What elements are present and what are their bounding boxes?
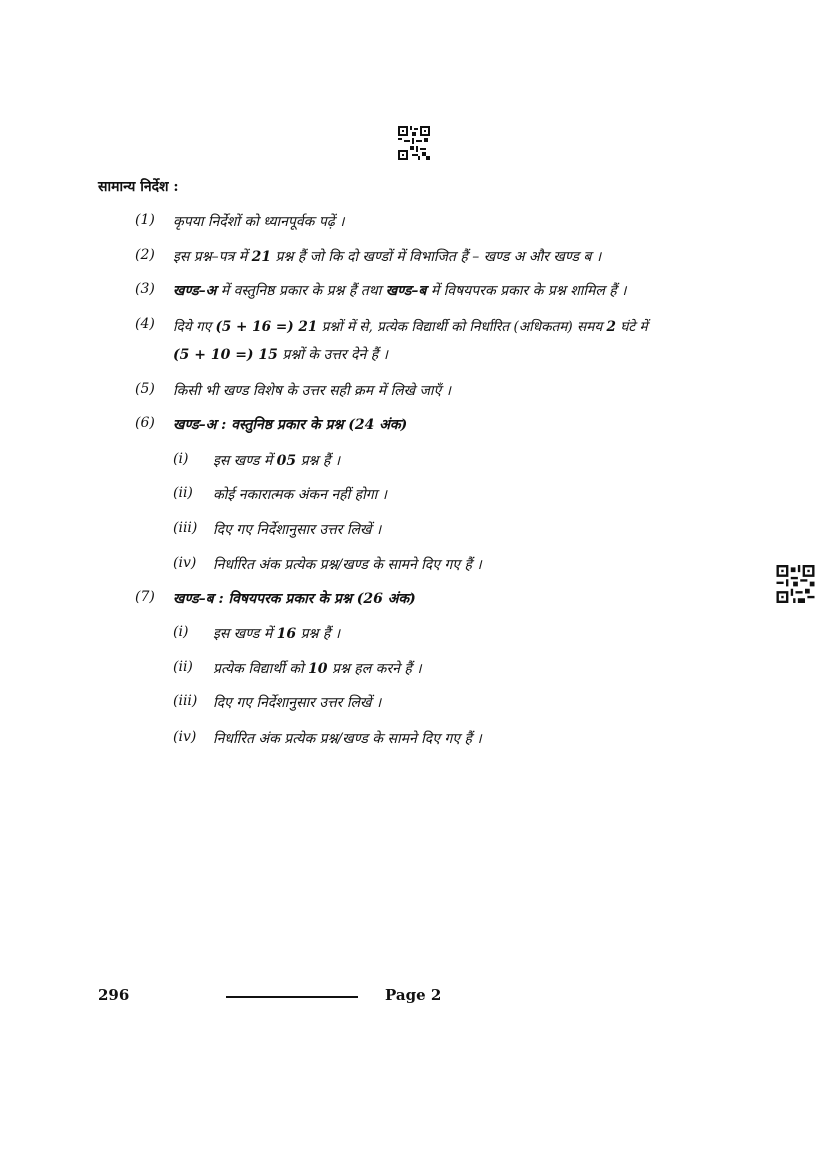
general-instructions-heading: सामान्य निर्देश :	[98, 179, 179, 195]
item-2-text-c: प्रश्न हैं जो कि दो खण्डों में विभाजित हैं – खण्ड अ और खण्ड ब ।	[271, 249, 602, 265]
item-7-sub-4-text: निर्धारित अंक प्रत्येक प्रश्न/खण्ड के सामने दिए गए हैं ।	[213, 731, 482, 747]
item-7-sub-1-count: 16	[276, 626, 297, 642]
item-7-sub-1-text	[213, 624, 340, 643]
item-7-sub-1-a: इस खण्ड में	[213, 626, 277, 642]
item-1-number: (1)	[135, 212, 155, 228]
item-1-text: कृपया निर्देशों को ध्यानपूर्वक पढ़ें ।	[173, 214, 345, 230]
item-2-text	[173, 247, 601, 266]
item-6-sub-2-number: (ii)	[173, 485, 193, 501]
item-4-line2-a: (5 + 10 =) 15	[173, 347, 278, 363]
item-6-sub-1-count: 05	[276, 453, 297, 469]
item-7-section-b-title: खण्ड–ब : विषयपरक प्रकार के प्रश्न (26 अंक)	[173, 591, 416, 607]
item-3-text	[173, 281, 626, 300]
item-7-sub-2-count: 10	[308, 661, 328, 677]
item-2-count: 21	[251, 249, 272, 265]
item-7-sub-4-number: (iv)	[173, 729, 197, 745]
footer-divider	[226, 996, 358, 998]
page-number: Page 2	[385, 986, 442, 1004]
item-6-sub-4-text: निर्धारित अंक प्रत्येक प्रश्न/खण्ड के सामने दिए गए हैं ।	[213, 557, 482, 573]
item-7-sub-2-a: प्रत्येक विद्यार्थी को	[213, 661, 309, 677]
item-6-sub-1-number: (i)	[173, 451, 189, 467]
item-7-sub-2-text	[213, 659, 422, 678]
item-3-section-b: खण्ड–ब	[385, 283, 427, 299]
item-4-line2-b: प्रश्नों के उत्तर देने हैं ।	[277, 347, 388, 363]
item-6-sub-3-text: दिए गए निर्देशानुसार उत्तर लिखें ।	[213, 522, 382, 538]
item-5-text: किसी भी खण्ड विशेष के उत्तर सही क्रम में लिखे जाएँ ।	[173, 383, 451, 399]
item-7-sub-1-c: प्रश्न हैं ।	[296, 626, 341, 642]
item-4-line1-d: 2	[606, 319, 616, 335]
item-6-sub-2-text: कोई नकारात्मक अंकन नहीं होगा ।	[213, 487, 387, 503]
item-7-sub-1-number: (i)	[173, 624, 189, 640]
item-2-number: (2)	[135, 247, 155, 263]
item-5-number: (5)	[135, 381, 155, 397]
item-4-line-1	[173, 316, 648, 335]
item-2-text-a: इस प्रश्न–पत्र में	[173, 249, 252, 265]
item-4-line1-b: (5 + 16 =) 21	[215, 319, 318, 335]
item-6-section-a-title: खण्ड–अ : वस्तुनिष्ठ प्रकार के प्रश्न (24 अंक)	[173, 417, 408, 433]
paper-code: 296	[98, 986, 130, 1004]
item-7-sub-3-number: (iii)	[173, 693, 198, 709]
item-7-number: (7)	[135, 589, 155, 605]
item-4-line1-e: घंटे में	[616, 319, 648, 335]
item-6-sub-3-number: (iii)	[173, 520, 198, 536]
qr-code-side-icon	[776, 565, 815, 603]
item-3-section-a: खण्ड–अ	[173, 283, 217, 299]
item-7-sub-3-text: दिए गए निर्देशानुसार उत्तर लिखें ।	[213, 695, 382, 711]
item-6-sub-4-number: (iv)	[173, 555, 197, 571]
item-7-sub-2-number: (ii)	[173, 659, 193, 675]
item-3-text-d: में विषयपरक प्रकार के प्रश्न शामिल हैं ।	[426, 283, 627, 299]
item-4-line1-c: प्रश्नों में से, प्रत्येक विद्यार्थी को निर्धारित (अधिकतम) समय	[317, 319, 607, 335]
item-3-text-b: में वस्तुनिष्ठ प्रकार के प्रश्न हैं तथा	[216, 283, 386, 299]
item-4-line-2	[173, 345, 388, 364]
item-7-sub-2-c: प्रश्न हल करने हैं ।	[327, 661, 422, 677]
qr-code-top-icon	[398, 126, 430, 160]
item-3-number: (3)	[135, 281, 155, 297]
item-6-sub-1-c: प्रश्न हैं ।	[296, 453, 341, 469]
item-4-number: (4)	[135, 316, 155, 332]
item-6-sub-1-a: इस खण्ड में	[213, 453, 277, 469]
item-6-sub-1-text	[213, 451, 340, 470]
item-4-line1-a: दिये गए	[173, 319, 216, 335]
item-6-number: (6)	[135, 415, 155, 431]
